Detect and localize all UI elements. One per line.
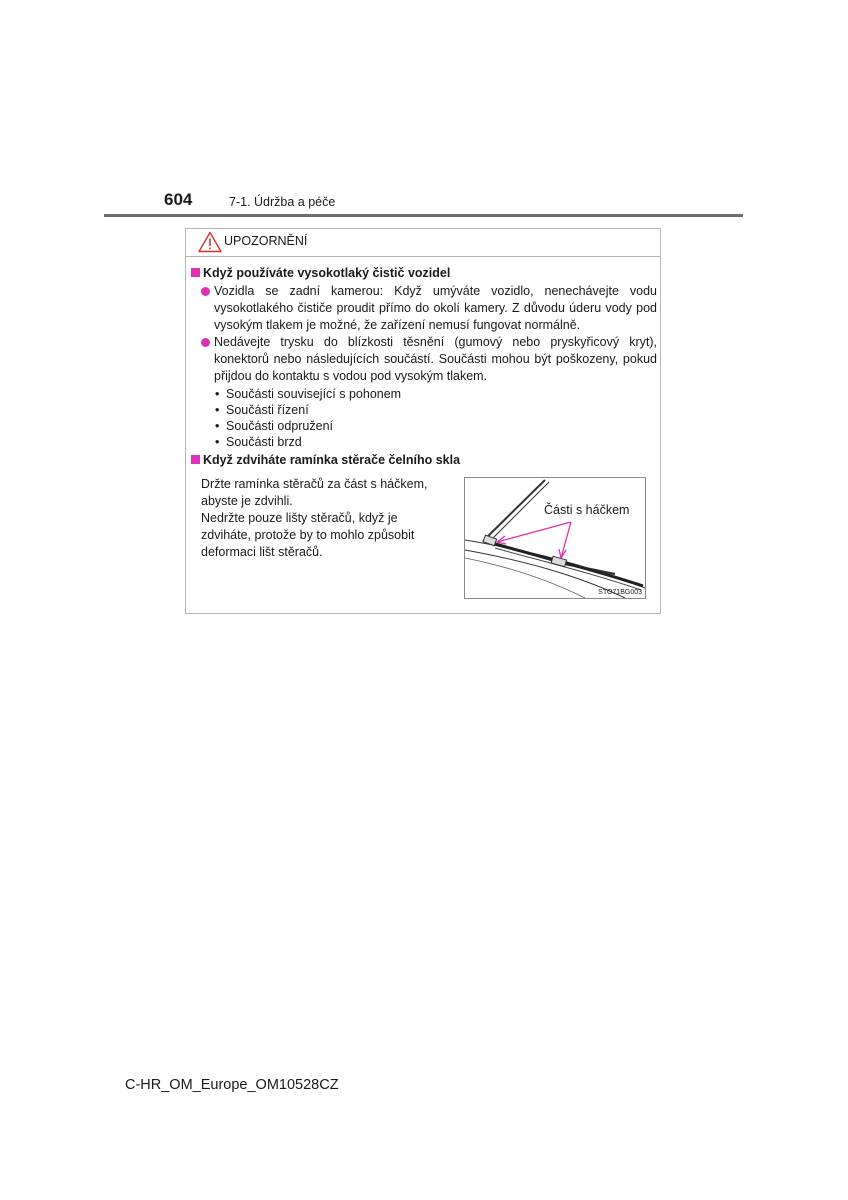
wiper-arm-illustration — [465, 478, 645, 598]
header-rule — [104, 214, 743, 217]
footer-document-id: C-HR_OM_Europe_OM10528CZ — [125, 1077, 339, 1093]
list-item: • Součásti odpružení — [214, 418, 401, 434]
figure-code: STO71BG003 — [598, 589, 642, 596]
circle-bullet-icon — [201, 287, 210, 296]
item-text: Vozidla se zadní kamerou: Když umýváte vozidlo, nenechávejte vodu vysokotlakého čističe proudit přímo do okolí kamery. Z důvodu úderu vody pod vysokým tlakem je možné, že zařízení nemusí fungovat normálně. — [214, 284, 657, 332]
warning-item-camera — [214, 283, 657, 334]
section-heading-wiper-arms — [191, 453, 460, 467]
section-heading-pressure-washer — [191, 266, 450, 280]
heading-text: Když zdviháte ramínka stěrače čelního skla — [203, 453, 461, 467]
page-number: 604 — [164, 190, 193, 209]
warning-triangle-icon — [198, 231, 222, 253]
wiper-figure — [464, 477, 646, 599]
instruction-hold: Držte ramínka stěračů za část s háčkem, abyste je zdvihli. — [201, 477, 428, 508]
figure-label: Části s háčkem — [544, 503, 630, 517]
circle-bullet-icon — [201, 338, 210, 347]
list-item: • Součásti řízení — [214, 402, 401, 418]
wiper-instructions — [201, 476, 451, 561]
warning-header — [186, 229, 660, 257]
heading-text: Když používáte vysokotlaký čistič vozidel — [203, 266, 451, 280]
section-title: 7-1. Údržba a péče — [229, 195, 336, 209]
warning-title: UPOZORNĚNÍ — [224, 234, 308, 248]
square-bullet-icon — [191, 268, 200, 277]
warning-box — [185, 228, 661, 614]
item-text: Nedávejte trysku do blízkosti těsnění (gumový nebo pryskyřicový kryt), konektorů nebo následujících součástí. Součásti mohou být poškozeny, pokud přijdou do kontaktu s vodou pod vysokým tlakem. — [214, 335, 657, 383]
warning-item-nozzle — [214, 334, 657, 385]
instruction-warning: Nedržte pouze lišty stěračů, když je zdviháte, protože by to mohlo způsobit deformaci lišt stěračů. — [201, 511, 415, 559]
list-item: • Součásti související s pohonem — [214, 386, 401, 402]
parts-list — [214, 386, 401, 450]
square-bullet-icon — [191, 455, 200, 464]
list-item: • Součásti brzd — [214, 434, 401, 450]
